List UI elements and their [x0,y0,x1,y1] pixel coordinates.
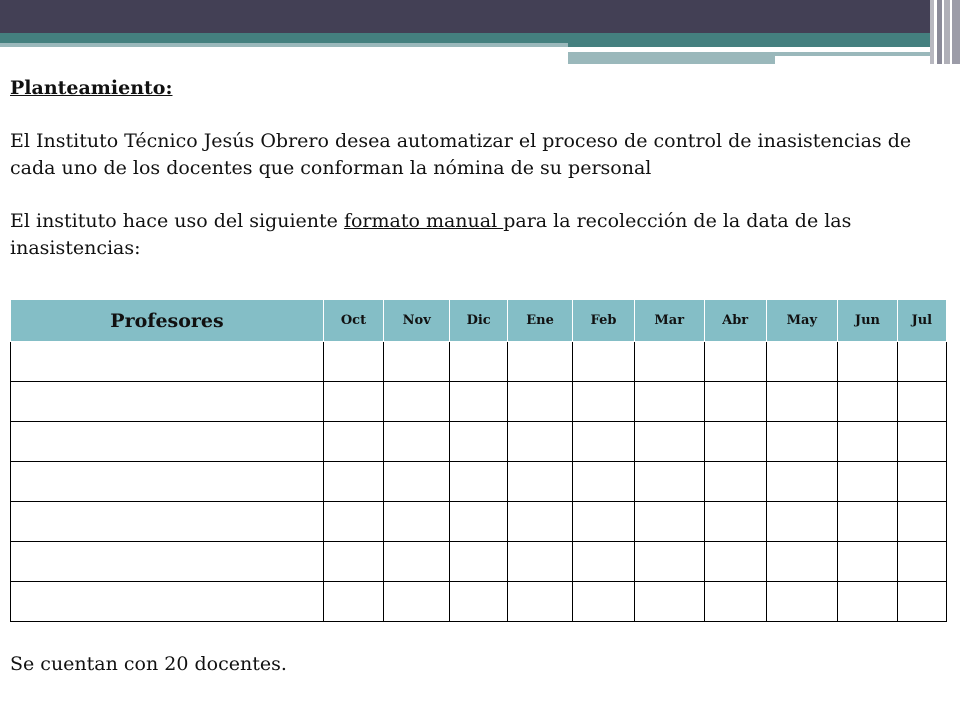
format-text-before: El instituto hace uso del siguiente [10,210,344,232]
absence-cell [450,382,507,422]
teacher-name-cell [11,582,324,622]
absence-cell [324,502,384,542]
absence-cell [838,462,898,502]
absence-cell [704,542,766,582]
edge-stripe [952,0,960,64]
absence-cell [838,342,898,382]
absence-cell [383,542,449,582]
absence-cell [704,462,766,502]
column-header-month: Ene [507,300,572,342]
column-header-month: Jun [838,300,898,342]
absence-cell [634,422,704,462]
absence-cell [704,342,766,382]
absence-cell [450,462,507,502]
absence-cell [897,462,946,502]
column-header-month: Abr [704,300,766,342]
column-header-month: Jul [897,300,946,342]
absence-cell [634,582,704,622]
absence-cell [324,462,384,502]
absence-cell [766,342,838,382]
absence-cell [450,422,507,462]
absence-cell [573,502,634,542]
teacher-name-cell [11,502,324,542]
column-header-month: Dic [450,300,507,342]
absence-cell [838,542,898,582]
absence-cell [897,422,946,462]
absence-cell [838,382,898,422]
absence-cell [507,342,572,382]
table-row [11,502,947,542]
absence-cell [634,542,704,582]
table-body [11,342,947,622]
absence-cell [766,542,838,582]
absence-cell [838,422,898,462]
absence-cell [324,382,384,422]
absence-cell [897,502,946,542]
table-row [11,462,947,502]
absence-cell [383,422,449,462]
absence-cell [450,542,507,582]
table-row [11,382,947,422]
absence-cell [383,502,449,542]
absence-cell [766,582,838,622]
table-row [11,582,947,622]
column-header-month: Nov [383,300,449,342]
absence-cell [383,582,449,622]
absence-cell [573,582,634,622]
absence-cell [507,382,572,422]
absence-cell [766,502,838,542]
absence-cell [450,582,507,622]
absence-cell [324,582,384,622]
absence-cell [838,582,898,622]
teacher-name-cell [11,422,324,462]
absence-cell [766,462,838,502]
problem-statement: El Instituto Técnico Jesús Obrero desea automatizar el proceso de control de inasistencias de cada uno de los docentes que conforman la nómina de su personal [10,130,912,179]
absence-cell [704,582,766,622]
absence-cell [573,462,634,502]
absence-cell [766,422,838,462]
absence-cell [450,342,507,382]
absence-cell [507,502,572,542]
banner-light-band [0,43,568,47]
table-row [11,422,947,462]
absence-cell [324,422,384,462]
format-text-after: para la recolección de la data de las inasistencias: [10,210,852,259]
table-header-row [11,300,947,342]
column-header-month: Mar [634,300,704,342]
column-header-month: Oct [324,300,384,342]
absence-cell [634,462,704,502]
absence-cell [383,462,449,502]
absence-cell [897,382,946,422]
attendance-table [10,299,947,622]
teacher-name-cell [11,542,324,582]
absence-cell [634,502,704,542]
teacher-name-cell [11,342,324,382]
banner-dark-band [0,0,930,33]
format-underlined-text: formato manual [343,210,504,232]
absence-cell [634,382,704,422]
absence-cell [838,502,898,542]
format-description [10,208,940,262]
absence-cell [766,382,838,422]
absence-cell [704,502,766,542]
column-header-month: Feb [573,300,634,342]
banner-light-block [568,52,775,64]
slide-body [10,74,940,262]
absence-cell [897,342,946,382]
column-header-profesores: Profesores [11,300,324,342]
banner-teal-band [0,33,930,43]
section-heading: Planteamiento: [10,77,173,99]
absence-cell [897,582,946,622]
teacher-count-note: Se cuentan con 20 docentes. [10,653,287,675]
absence-cell [634,342,704,382]
absence-cell [507,582,572,622]
absence-cell [573,342,634,382]
absence-cell [507,422,572,462]
table-row [11,542,947,582]
table-row [11,342,947,382]
absence-cell [573,542,634,582]
teacher-name-cell [11,462,324,502]
absence-cell [383,342,449,382]
absence-cell [507,542,572,582]
absence-cell [450,502,507,542]
absence-cell [324,342,384,382]
absence-cell [704,382,766,422]
absence-cell [324,542,384,582]
absence-cell [897,542,946,582]
teacher-name-cell [11,382,324,422]
absence-cell [704,422,766,462]
banner-light-strip [775,52,930,56]
absence-cell [383,382,449,422]
absence-cell [507,462,572,502]
absence-cell [573,382,634,422]
banner-teal-strip [568,43,930,47]
absence-cell [573,422,634,462]
column-header-month: May [766,300,838,342]
